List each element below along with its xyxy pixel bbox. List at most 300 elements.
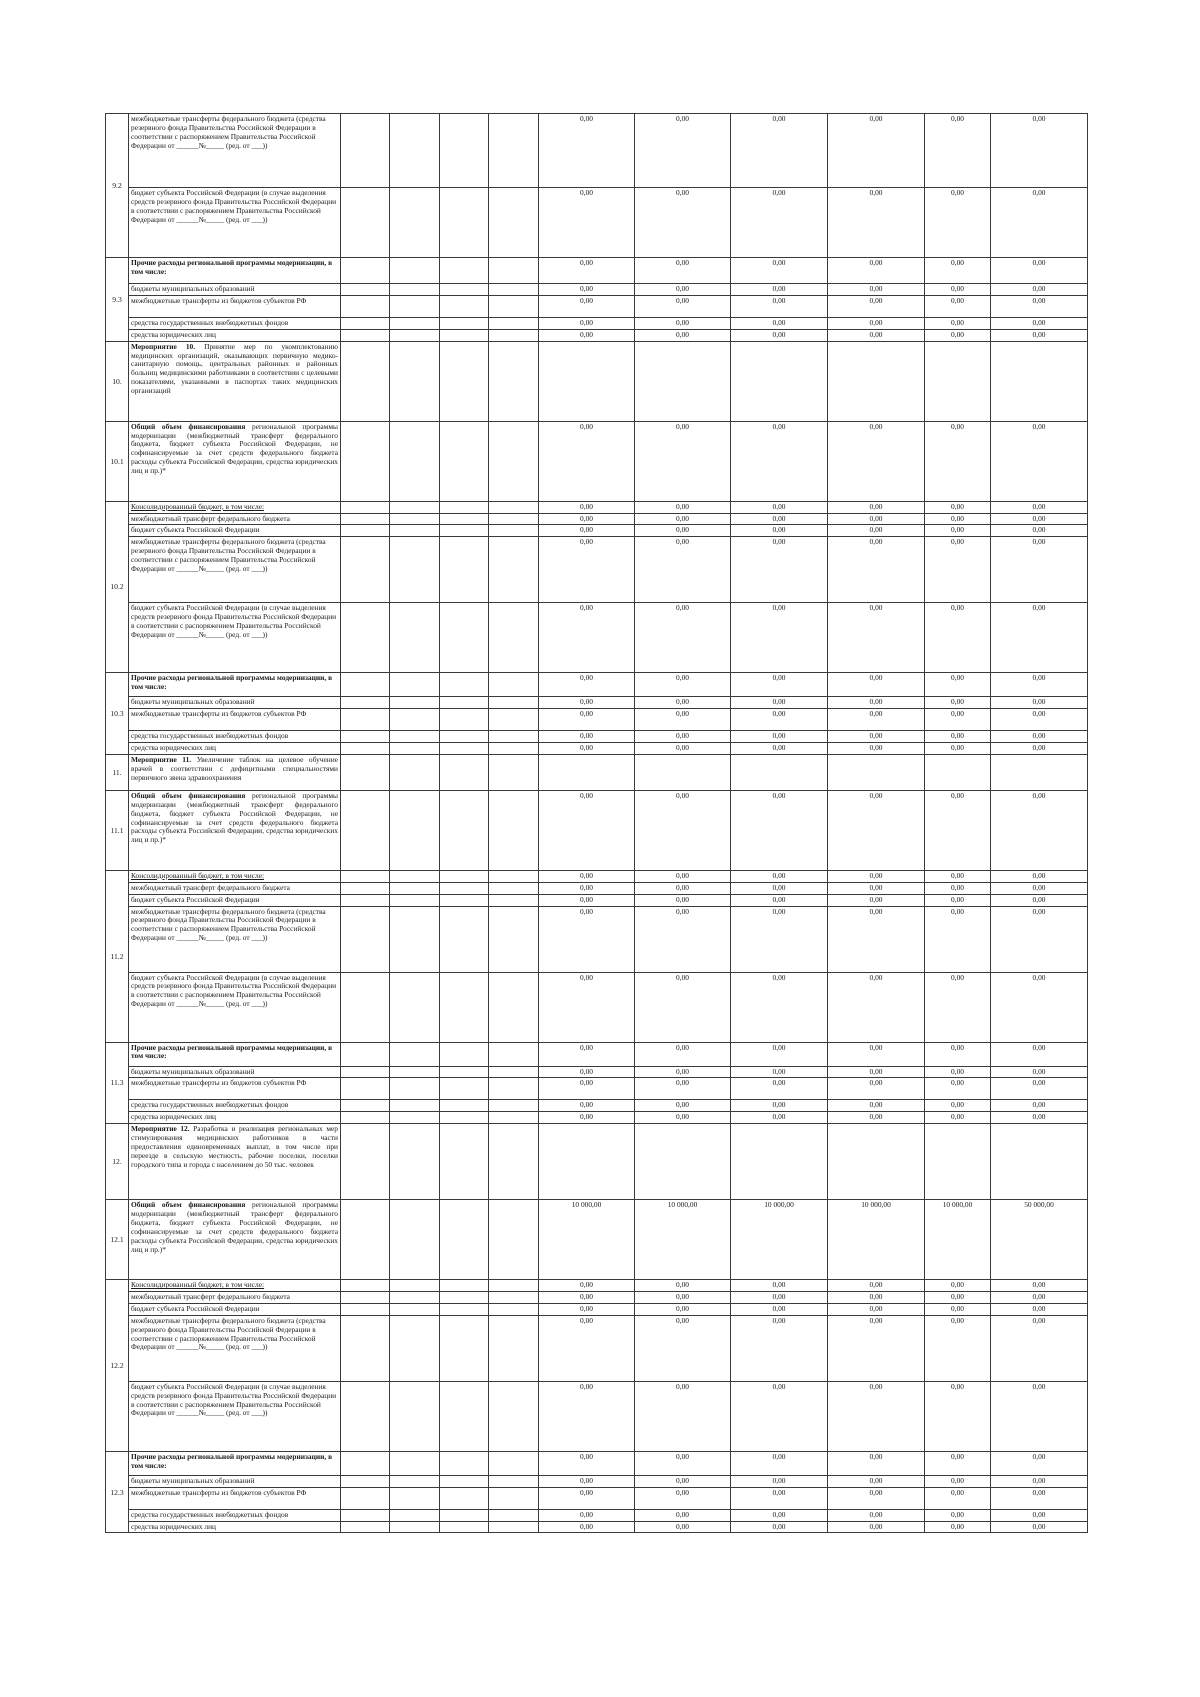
empty-cell <box>489 1124 539 1200</box>
row-number: 12.1 <box>110 1235 124 1245</box>
table-row <box>106 295 1088 317</box>
empty-cell <box>341 673 390 697</box>
description-cell <box>129 329 341 341</box>
amount-cell: 0,00 <box>991 894 1088 906</box>
empty-cell <box>390 1475 440 1487</box>
amount-cell: 0,00 <box>925 697 991 709</box>
amount-cell: 0,00 <box>991 1381 1088 1451</box>
empty-cell <box>440 513 489 525</box>
amount-cell: 0,00 <box>828 790 925 870</box>
empty-cell <box>390 754 440 790</box>
amount-cell: 0,00 <box>828 421 925 501</box>
amount-cell: 10 000,00 <box>539 1200 635 1280</box>
description-text: межбюджетный трансферт федерального бюджета <box>131 1292 290 1301</box>
amount-cell: 0,00 <box>925 882 991 894</box>
empty-cell <box>440 906 489 972</box>
amount-cell: 0,00 <box>828 537 925 603</box>
financing-table <box>105 113 1088 1533</box>
empty-cell <box>489 673 539 697</box>
table-row <box>106 1475 1088 1487</box>
description-cell <box>129 1509 341 1521</box>
table-row <box>106 1292 1088 1304</box>
amount-cell: 0,00 <box>925 1280 991 1292</box>
amount-cell: 0,00 <box>991 114 1088 188</box>
empty-cell <box>489 525 539 537</box>
table-row <box>106 972 1088 1042</box>
amount-cell: 0,00 <box>731 906 828 972</box>
amount-cell: 0,00 <box>925 870 991 882</box>
description-text: межбюджетные трансферты федерального бюджета (средства резервного фонда Правительства Российской Федерации в соответствии с распоряжением Правительства Российской Федерации от ______№_____ (ред. от ___)) <box>131 114 326 150</box>
empty-cell <box>390 673 440 697</box>
amount-cell: 0,00 <box>925 1475 991 1487</box>
table-row <box>106 1521 1088 1533</box>
empty-cell <box>341 537 390 603</box>
description-text: средства государственных внебюджетных фондов <box>131 1100 289 1110</box>
amount-cell <box>635 754 731 790</box>
empty-cell <box>390 114 440 188</box>
row-number-cell <box>106 1042 129 1124</box>
amount-cell: 0,00 <box>828 317 925 329</box>
empty-cell <box>440 1521 489 1533</box>
amount-cell: 0,00 <box>925 525 991 537</box>
description-text: региональной программы модернизации (межбюджетный трансферт федерального бюджета, бюджет субъекта Российской Федерации, не софинансируемые за счет средств федерального бюджета расходы субъекта Российской Федерации, средства юридических лиц и пр.)* <box>131 421 338 475</box>
amount-cell: 0,00 <box>991 1292 1088 1304</box>
empty-cell <box>341 329 390 341</box>
amount-cell: 0,00 <box>731 972 828 1042</box>
empty-cell <box>489 754 539 790</box>
amount-cell: 0,00 <box>635 525 731 537</box>
amount-cell: 0,00 <box>731 188 828 258</box>
row-number-cell <box>106 870 129 1042</box>
description-cell <box>129 284 341 296</box>
empty-cell <box>489 317 539 329</box>
amount-cell: 0,00 <box>925 1042 991 1066</box>
amount-cell: 0,00 <box>731 1100 828 1112</box>
empty-cell <box>440 1280 489 1292</box>
amount-cell: 0,00 <box>635 1292 731 1304</box>
amount-cell: 0,00 <box>635 1100 731 1112</box>
empty-cell <box>440 894 489 906</box>
description-text: бюджеты муниципальных образований <box>131 1066 255 1076</box>
empty-cell <box>489 188 539 258</box>
empty-cell <box>440 258 489 284</box>
amount-cell: 0,00 <box>731 603 828 673</box>
description-cell <box>129 906 341 972</box>
amount-cell: 0,00 <box>635 258 731 284</box>
empty-cell <box>440 114 489 188</box>
amount-cell: 0,00 <box>991 501 1088 513</box>
empty-cell <box>341 1381 390 1451</box>
amount-cell: 0,00 <box>635 673 731 697</box>
empty-cell <box>489 421 539 501</box>
amount-cell: 0,00 <box>539 1112 635 1124</box>
empty-cell <box>341 1521 390 1533</box>
amount-cell: 0,00 <box>731 870 828 882</box>
amount-cell: 0,00 <box>925 790 991 870</box>
amount-cell: 0,00 <box>991 1303 1088 1315</box>
amount-cell: 0,00 <box>635 790 731 870</box>
amount-cell: 0,00 <box>925 421 991 501</box>
amount-cell: 0,00 <box>635 1315 731 1381</box>
budget-table-page <box>105 113 1087 1533</box>
empty-cell <box>390 188 440 258</box>
description-text: межбюджетные трансферты из бюджетов субъектов РФ <box>131 709 307 719</box>
empty-cell <box>489 258 539 284</box>
amount-cell: 0,00 <box>991 1112 1088 1124</box>
empty-cell <box>341 1280 390 1292</box>
amount-cell: 0,00 <box>635 295 731 317</box>
empty-cell <box>390 341 440 421</box>
amount-cell: 0,00 <box>731 421 828 501</box>
empty-cell <box>390 284 440 296</box>
amount-cell: 0,00 <box>539 1381 635 1451</box>
amount-cell: 0,00 <box>991 709 1088 731</box>
empty-cell <box>440 1078 489 1100</box>
description-cell <box>129 295 341 317</box>
empty-cell <box>489 870 539 882</box>
empty-cell <box>390 537 440 603</box>
amount-cell: 0,00 <box>991 329 1088 341</box>
amount-cell: 0,00 <box>991 1100 1088 1112</box>
amount-cell: 0,00 <box>828 894 925 906</box>
row-number: 10.1 <box>110 456 124 466</box>
amount-cell: 0,00 <box>991 525 1088 537</box>
empty-cell <box>390 906 440 972</box>
table-row <box>106 525 1088 537</box>
empty-cell <box>440 731 489 743</box>
empty-cell <box>390 1303 440 1315</box>
empty-cell <box>440 709 489 731</box>
row-number: 12.3 <box>110 1487 124 1497</box>
table-row <box>106 537 1088 603</box>
amount-cell <box>828 341 925 421</box>
empty-cell <box>341 894 390 906</box>
amount-cell <box>925 754 991 790</box>
amount-cell: 0,00 <box>635 284 731 296</box>
empty-cell <box>390 501 440 513</box>
empty-cell <box>341 1100 390 1112</box>
amount-cell: 0,00 <box>635 709 731 731</box>
amount-cell: 0,00 <box>539 1487 635 1509</box>
description-text: бюджет субъекта Российской Федерации <box>131 894 260 904</box>
amount-cell: 0,00 <box>828 188 925 258</box>
amount-cell: 0,00 <box>539 114 635 188</box>
amount-cell: 0,00 <box>828 1381 925 1451</box>
amount-cell: 0,00 <box>635 317 731 329</box>
amount-cell: 0,00 <box>991 1509 1088 1521</box>
table-row <box>106 743 1088 755</box>
row-number: 10.2 <box>110 582 124 592</box>
amount-cell: 0,00 <box>731 697 828 709</box>
amount-cell: 0,00 <box>991 673 1088 697</box>
row-number: 11.2 <box>110 951 124 961</box>
amount-cell: 0,00 <box>828 295 925 317</box>
amount-cell: 0,00 <box>635 1521 731 1533</box>
amount-cell: 10 000,00 <box>828 1200 925 1280</box>
table-row <box>106 1451 1088 1475</box>
description-text: межбюджетные трансферты федерального бюджета (средства резервного фонда Правительства Российской Федерации в соответствии с распоряжением Правительства Российской Федерации от ______№_____ (ред. от ___)) <box>131 906 326 943</box>
empty-cell <box>341 1078 390 1100</box>
amount-cell: 0,00 <box>991 972 1088 1042</box>
empty-cell <box>440 1042 489 1066</box>
amount-cell: 0,00 <box>539 743 635 755</box>
empty-cell <box>390 1487 440 1509</box>
empty-cell <box>390 525 440 537</box>
empty-cell <box>440 697 489 709</box>
description-text: Консолидированный бюджет, в том числе: <box>131 501 265 511</box>
empty-cell <box>390 1280 440 1292</box>
empty-cell <box>440 329 489 341</box>
empty-cell <box>390 1315 440 1381</box>
empty-cell <box>341 754 390 790</box>
amount-cell: 50 000,00 <box>991 1200 1088 1280</box>
row-number: 10. <box>112 376 122 386</box>
amount-cell: 0,00 <box>635 114 731 188</box>
description-text: межбюджетные трансферты из бюджетов субъектов РФ <box>131 1078 307 1088</box>
description-text: Принятие мер по укомплектованию медицинских организаций, оказывающих первичную медико-санитарную помощь, центральных районных и районных больниц медицинскими работниками в соответствии с целевыми показателями, указанными в паспортах таких медицинских организаций <box>131 341 338 395</box>
description-text: Увеличение таблок на целевое обучение врачей в соответствии с дефицитными специальностями первичного звена здравоохранения <box>131 754 338 782</box>
empty-cell <box>341 870 390 882</box>
amount-cell: 0,00 <box>925 1487 991 1509</box>
row-number-cell <box>106 754 129 790</box>
description-cell <box>129 673 341 697</box>
description-cell <box>129 1042 341 1066</box>
description-text: бюджет субъекта Российской Федерации (в случае выделения средств резервного фонда Правительства Российской Федерации в соответствии с распоряжением Правительства Российской Федерации от ______№_____ (ред. от ___)) <box>131 188 337 224</box>
empty-cell <box>341 1451 390 1475</box>
amount-cell <box>731 341 828 421</box>
description-text: средства юридических лиц <box>131 1521 216 1531</box>
amount-cell: 0,00 <box>635 1066 731 1078</box>
amount-cell: 0,00 <box>635 906 731 972</box>
amount-cell: 0,00 <box>731 513 828 525</box>
empty-cell <box>440 1200 489 1280</box>
empty-cell <box>489 603 539 673</box>
amount-cell: 0,00 <box>539 284 635 296</box>
amount-cell: 0,00 <box>991 882 1088 894</box>
empty-cell <box>341 513 390 525</box>
empty-cell <box>489 894 539 906</box>
empty-cell <box>390 1200 440 1280</box>
empty-cell <box>489 1078 539 1100</box>
amount-cell: 0,00 <box>731 329 828 341</box>
empty-cell <box>390 882 440 894</box>
empty-cell <box>341 258 390 284</box>
empty-cell <box>440 882 489 894</box>
description-lead: Общий объем финансирования <box>131 421 246 431</box>
empty-cell <box>440 1292 489 1304</box>
amount-cell: 0,00 <box>731 743 828 755</box>
amount-cell: 0,00 <box>731 525 828 537</box>
amount-cell: 0,00 <box>991 731 1088 743</box>
description-text: региональной программы модернизации (межбюджетный трансферт федерального бюджета, бюджет субъекта Российской Федерации, не софинансируемые за счет средств федерального бюджета расходы субъекта Российской Федерации, средства юридических лиц и пр.)* <box>131 1200 338 1254</box>
amount-cell: 0,00 <box>539 603 635 673</box>
description-cell <box>129 1280 341 1292</box>
description-cell <box>129 972 341 1042</box>
amount-cell <box>539 754 635 790</box>
amount-cell: 0,00 <box>539 525 635 537</box>
description-text: региональной программы модернизации (межбюджетный трансферт федерального бюджета, бюджет субъекта Российской Федерации, не софинансируемые за счет средств федерального бюджета расходы субъекта Российской Федерации, средства юридических лиц и пр.)* <box>131 790 338 845</box>
amount-cell: 0,00 <box>539 882 635 894</box>
amount-cell: 0,00 <box>828 1042 925 1066</box>
amount-cell: 0,00 <box>991 906 1088 972</box>
amount-cell: 0,00 <box>635 1303 731 1315</box>
empty-cell <box>489 1280 539 1292</box>
empty-cell <box>489 1381 539 1451</box>
amount-cell: 0,00 <box>991 1042 1088 1066</box>
empty-cell <box>341 1200 390 1280</box>
empty-cell <box>390 972 440 1042</box>
amount-cell: 0,00 <box>925 1078 991 1100</box>
amount-cell: 0,00 <box>539 1451 635 1475</box>
empty-cell <box>440 1451 489 1475</box>
empty-cell <box>341 1124 390 1200</box>
description-text: бюджет субъекта Российской Федерации (в случае выделения средств резервного фонда Правительства Российской Федерации в соответствии с распоряжением Правительства Российской Федерации от ______№_____ (ред. от ___)) <box>131 1381 337 1418</box>
amount-cell: 0,00 <box>925 188 991 258</box>
empty-cell <box>341 697 390 709</box>
amount-cell: 0,00 <box>731 1078 828 1100</box>
table-row <box>106 1100 1088 1112</box>
empty-cell <box>489 1487 539 1509</box>
amount-cell: 0,00 <box>991 1521 1088 1533</box>
description-text: межбюджетный трансферт федерального бюджета <box>131 513 290 523</box>
empty-cell <box>489 1200 539 1280</box>
description-text: средства юридических лиц <box>131 743 216 752</box>
row-number: 9.2 <box>112 180 122 190</box>
amount-cell: 0,00 <box>731 1315 828 1381</box>
amount-cell: 0,00 <box>731 882 828 894</box>
empty-cell <box>390 1124 440 1200</box>
row-number-cell <box>106 341 129 421</box>
amount-cell: 0,00 <box>828 870 925 882</box>
description-lead: Общий объем финансирования <box>131 790 246 800</box>
amount-cell: 0,00 <box>539 501 635 513</box>
amount-cell: 0,00 <box>828 1487 925 1509</box>
amount-cell: 0,00 <box>828 1509 925 1521</box>
empty-cell <box>489 709 539 731</box>
table-row <box>106 1124 1088 1200</box>
table-row <box>106 603 1088 673</box>
amount-cell: 0,00 <box>925 1066 991 1078</box>
amount-cell: 0,00 <box>925 709 991 731</box>
amount-cell: 0,00 <box>539 513 635 525</box>
amount-cell: 0,00 <box>925 1509 991 1521</box>
empty-cell <box>341 341 390 421</box>
amount-cell: 0,00 <box>828 513 925 525</box>
amount-cell: 0,00 <box>925 906 991 972</box>
amount-cell: 0,00 <box>925 1100 991 1112</box>
empty-cell <box>440 1381 489 1451</box>
row-number: 12. <box>112 1157 122 1167</box>
description-cell <box>129 882 341 894</box>
amount-cell: 0,00 <box>828 284 925 296</box>
description-lead: Мероприятие 10. <box>131 341 196 351</box>
amount-cell: 0,00 <box>991 284 1088 296</box>
empty-cell <box>440 603 489 673</box>
amount-cell <box>539 341 635 421</box>
table-row <box>106 1509 1088 1521</box>
amount-cell: 0,00 <box>539 870 635 882</box>
empty-cell <box>440 673 489 697</box>
empty-cell <box>341 882 390 894</box>
amount-cell: 0,00 <box>539 537 635 603</box>
description-text: межбюджетные трансферты федерального бюджета (средства резервного фонда Правительства Российской Федерации в соответствии с распоряжением Правительства Российской Федерации от ______№_____ (ред. от ___)) <box>131 537 326 573</box>
empty-cell <box>390 1381 440 1451</box>
description-cell <box>129 317 341 329</box>
description-cell <box>129 1303 341 1315</box>
amount-cell: 0,00 <box>539 1100 635 1112</box>
description-cell <box>129 731 341 743</box>
amount-cell: 0,00 <box>635 329 731 341</box>
description-text: бюджет субъекта Российской Федерации <box>131 525 260 535</box>
empty-cell <box>390 1066 440 1078</box>
description-cell <box>129 341 341 421</box>
row-number: 9.3 <box>112 294 122 304</box>
amount-cell: 0,00 <box>635 188 731 258</box>
amount-cell: 0,00 <box>731 1303 828 1315</box>
empty-cell <box>341 295 390 317</box>
empty-cell <box>390 1078 440 1100</box>
amount-cell: 0,00 <box>539 1475 635 1487</box>
empty-cell <box>440 1303 489 1315</box>
empty-cell <box>341 421 390 501</box>
amount-cell: 0,00 <box>991 258 1088 284</box>
description-cell <box>129 1066 341 1078</box>
amount-cell: 0,00 <box>731 1292 828 1304</box>
amount-cell: 0,00 <box>731 317 828 329</box>
empty-cell <box>489 1475 539 1487</box>
table-row <box>106 317 1088 329</box>
amount-cell: 0,00 <box>828 603 925 673</box>
description-cell <box>129 1100 341 1112</box>
amount-cell: 0,00 <box>925 1315 991 1381</box>
table-row <box>106 421 1088 501</box>
amount-cell: 0,00 <box>828 743 925 755</box>
amount-cell: 0,00 <box>991 537 1088 603</box>
empty-cell <box>489 1315 539 1381</box>
description-cell <box>129 1078 341 1100</box>
table-row <box>106 790 1088 870</box>
table-row <box>106 1315 1088 1381</box>
table-row <box>106 709 1088 731</box>
amount-cell: 0,00 <box>731 709 828 731</box>
table-row <box>106 284 1088 296</box>
empty-cell <box>341 114 390 188</box>
empty-cell <box>390 1100 440 1112</box>
row-number-cell <box>106 1280 129 1452</box>
amount-cell: 0,00 <box>828 709 925 731</box>
description-text: средства государственных внебюджетных фондов <box>131 317 289 327</box>
amount-cell: 0,00 <box>539 972 635 1042</box>
empty-cell <box>440 1124 489 1200</box>
amount-cell: 0,00 <box>635 1487 731 1509</box>
description-text: средства юридических лиц <box>131 329 216 339</box>
description-text: Прочие расходы региональной программы модернизации, в том числе: <box>131 673 333 692</box>
description-text: бюджет субъекта Российской Федерации (в случае выделения средств резервного фонда Правительства Российской Федерации в соответствии с распоряжением Правительства Российской Федерации от ______№_____ (ред. от ___)) <box>131 603 337 639</box>
amount-cell: 0,00 <box>828 697 925 709</box>
empty-cell <box>489 537 539 603</box>
amount-cell: 0,00 <box>925 114 991 188</box>
amount-cell: 0,00 <box>731 1475 828 1487</box>
description-text: бюджет субъекта Российской Федерации (в случае выделения средств резервного фонда Правительства Российской Федерации в соответствии с распоряжением Правительства Российской Федерации от ______№_____ (ред. от ___)) <box>131 972 337 1009</box>
amount-cell: 0,00 <box>539 295 635 317</box>
amount-cell: 0,00 <box>828 673 925 697</box>
table-row <box>106 731 1088 743</box>
amount-cell: 0,00 <box>925 673 991 697</box>
amount-cell: 0,00 <box>539 1521 635 1533</box>
description-text: межбюджетный трансферт федерального бюджета <box>131 882 290 892</box>
description-cell <box>129 1292 341 1304</box>
description-cell <box>129 1521 341 1533</box>
